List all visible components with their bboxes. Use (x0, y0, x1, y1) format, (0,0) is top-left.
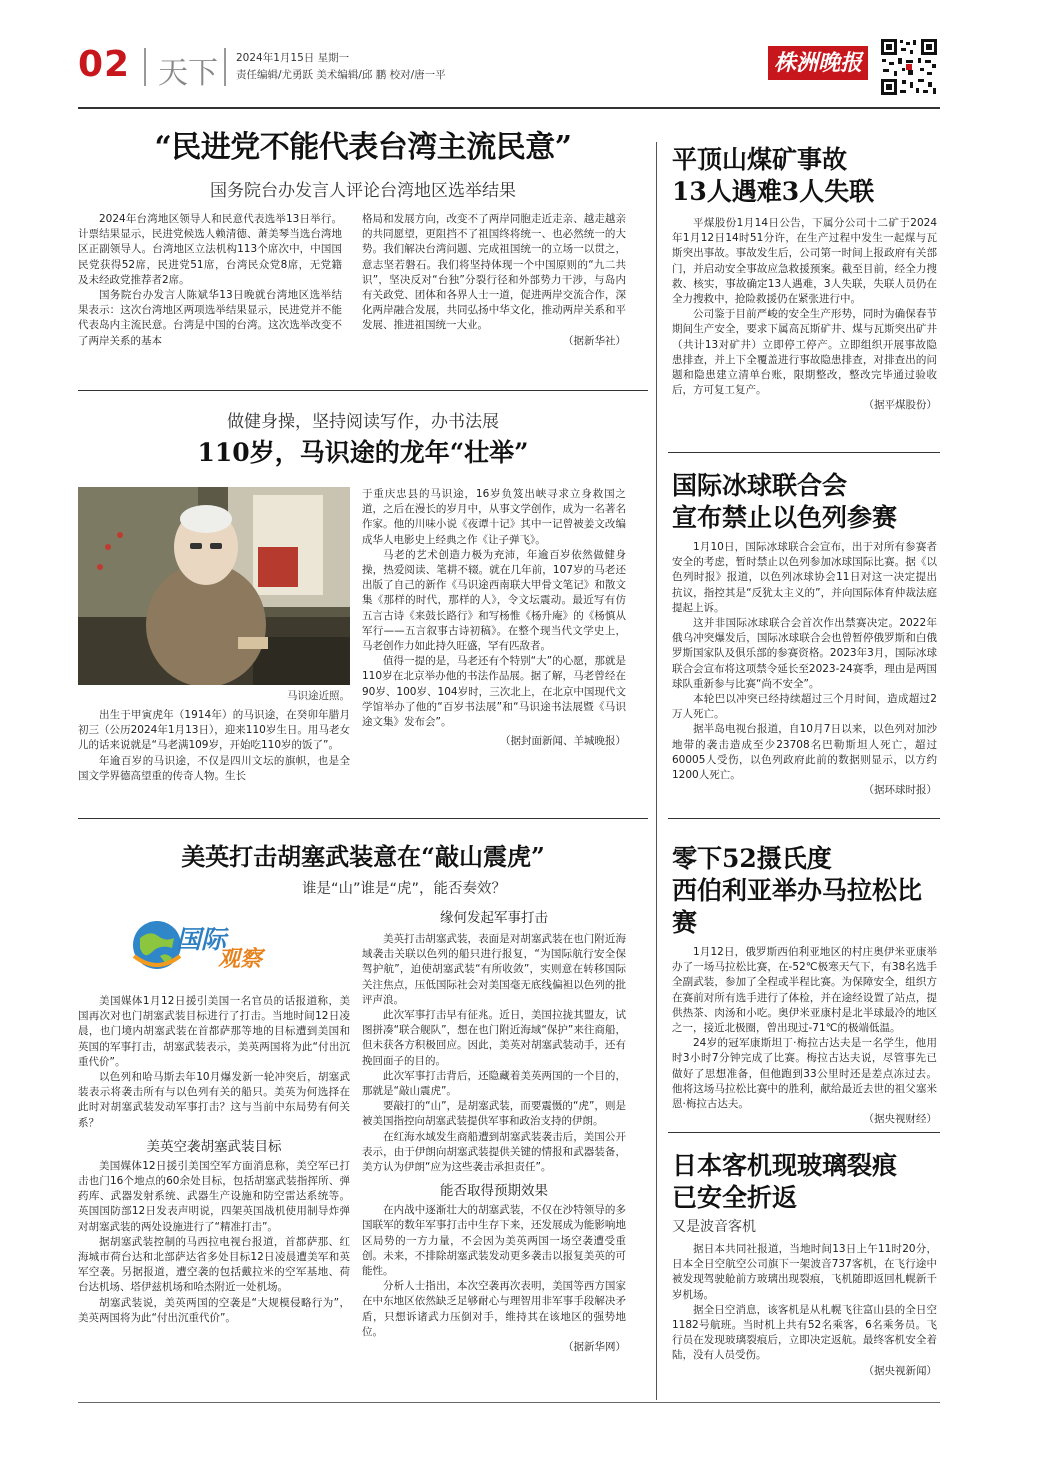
source-credit: （据环球时报） (863, 784, 937, 797)
source-credit: （据央视财经） (863, 1113, 937, 1126)
paragraph: 据日本共同社报道，当地时间13日上午11时20分，日本全日空航空公司旗下一架波音737客机，在飞行途中被发现驾驶舱前方玻璃出现裂痕，飞机随即返回札幌新千岁机场。 (672, 1243, 937, 1301)
paragraph: 格局和发展方向，改变不了两岸同胞走近走亲、越走越亲的共同愿望，更阻挡不了祖国终将统一、也必然统一的大势。我们解决台湾问题、完成祖国统一的立场一以贯之，意志坚若磐石。我们将坚持体现一个中国原则的“九二共识”，坚决反对“台独”分裂行径和外部势力干涉，与岛内有关政党、团体和各界人士一道，促进两岸交流合作，深化两岸融合发展，共同弘扬中华文化，推动两岸关系和平发展、推进祖国统一大业。 (362, 213, 626, 332)
paragraph: 美国媒体1月12日援引美国一名官员的话报道称，美国再次对也门胡塞武装目标进行了打击。当地时间12日凌晨，也门境内胡塞武装在首都萨那等地的目标遭到美国和英国的军事打击，胡塞武装表示，美英两国将为此“付出沉重代价”。 (78, 995, 350, 1068)
side-body (672, 1242, 937, 1379)
paragraph: 2024年台湾地区领导人和民意代表选举13日举行。计票结果显示，民进党候选人赖清德、萧美琴当选台湾地区正副领导人。台湾地区立法机构113个席次中，中国国民党获得52席，民进党51席，台湾民众党8席，无党籍及未经政党推荐者2席。 (78, 213, 342, 286)
paragraph: 值得一提的是，马老还有个特别“大”的心愿，那就是110岁在北京举办他的书法作品展。据了解，马老曾经在90岁、100岁、104岁时，三次北上，在北京中国现代文学馆举办了他的“百岁书法展”和“马识途书法展暨《马识途文集》发布会”。 (362, 655, 626, 729)
paragraph: 分析人士指出，本次空袭再次表明，美国等西方国家在中东地区依然缺乏足够耐心与理智用非军事手段解决矛盾，只想诉诸武力压倒对手，维持其在该地区的强势地位。 (362, 1280, 626, 1338)
header-divider-2 (224, 48, 226, 86)
side-body (672, 540, 937, 798)
column-divider (656, 142, 657, 1400)
side-title-line2: 已安全折返 (672, 1183, 798, 1212)
source-credit: （据央视新闻） (863, 1364, 937, 1377)
side-article-1 (672, 144, 937, 413)
paragraph: 美国媒体12日援引美国空军方面消息称，美空军已打击也门16个地点的60余处目标，包括胡塞武装指挥所、弹药库、武器发射系统、武器生产设施和防空雷达系统等。英国国防部12日发表声明说，四架英国战机使用制导炸弹对胡塞武装的两处设施进行了“精准打击”。 (78, 1159, 350, 1233)
paragraph: 出生于甲寅虎年（1914年）的马识途，在癸卯年腊月初三（公历2024年1月13日），迎来110岁生日。用马老女儿的话来说就是“马老满109岁，开始吃110岁的饭了”。 (78, 709, 350, 752)
section-heading: 能否取得预期效果 (440, 1183, 548, 1200)
paragraph: 以色列和哈马斯去年10月爆发新一轮冲突后，胡塞武装表示将袭击所有与以色列有关的船只。美英为何选择在此时对胡塞武装发动军事打击？这与当前中东局势有何关系？ (78, 1071, 350, 1129)
article-divider (78, 390, 648, 391)
section-heading: 缘何发起军事打击 (440, 910, 548, 926)
paragraph: 此次军事打击背后，还隐藏着美英两国的一个目的，那就是“敲山震虎”。 (362, 1069, 626, 1098)
article-title: 110岁，马识途的龙年“壮举” (197, 438, 529, 467)
side-body (672, 216, 937, 413)
article-kicker: 做健身操，坚持阅读写作，办书法展 (227, 412, 499, 432)
paragraph: 公司鉴于目前严峻的安全生产形势，同时为确保春节期间生产安全，要求下属高瓦斯矿井、煤与瓦斯突出矿井（共计13对矿井）立即停工停产。立即组织开展事故隐患排查，并上下全覆盖进行事故隐患排查，对排查出的问题和隐患建立清单台账，限期整改，整改完毕通过验收后，方可复工复产。 (672, 308, 937, 397)
article-body-col1 (78, 212, 342, 349)
paragraph: 此次军事打击早有征兆。近日，美国拉拢其盟友，试图拼凑“联合舰队”，想在也门附近海域“保护”来往商船，但未获各方积极回应。因此，美英对胡塞武装动手，还有挽回面子的目的。 (362, 1009, 626, 1067)
paragraph: 1月12日，俄罗斯西伯利亚地区的村庄奥伊米亚康举办了一场马拉松比赛，在-52℃极寒天气下，有38名选手全副武装，参加了全程或半程比赛。为保障安全，组织方在赛前对所有选手进行了体检，并在途经设置了站点，提供热茶、肉汤和小吃。奥伊米亚康村是北半球最冷的地区之一，接近北极圈，曾出现过-71℃的极端低温。 (672, 946, 937, 1035)
source-credit: （据新华社） (563, 334, 626, 347)
paragraph: 年逾百岁的马识途，不仅是四川文坛的旗帜，也是全国文学界德高望重的传奇人物。生长 (78, 754, 350, 782)
paragraph: 于重庆忠县的马识途，16岁负笈出峡寻求立身救国之道，之后在漫长的岁月中，从事文学创作，成为一名著名作家。他的川味小说《夜谭十记》其中一记曾被姜文改编成华人电影史上经典之作《让子弹飞》。 (362, 488, 626, 546)
paragraph: 24岁的冠军康斯坦丁·梅拉古达夫是一名学生，他用时3小时7分钟完成了比赛。梅拉古达夫说，尽管事先已做好了思想准备，但他跑到33公里时还是差点冻过去。他将这场马拉松比赛中的胜利，献给最近去世的祖父塞米恩·梅拉古达夫。 (672, 1037, 937, 1111)
side-article-3 (672, 843, 937, 1127)
date-line: 2024年1月15日 星期一 (236, 52, 350, 64)
source-credit: （据新华网） (563, 1341, 626, 1354)
side-subtitle: 又是波音客机 (672, 1219, 756, 1235)
side-article-4 (672, 1150, 937, 1379)
side-title-line2: 宣布禁止以色列参赛 (672, 503, 898, 532)
article-title: 美英打击胡塞武装意在“敲山震虎” (181, 842, 545, 871)
paragraph: 平煤股份1月14日公告，下属分公司十二矿于2024年1月12日14时51分许，在生产过程中发生一起煤与瓦斯突出事故。事故发生后，公司第一时间上报政府有关部门，并启动安全事故应急救援预案。截至目前，经全力搜救、核实，事故确定13人遇难，3人失联，失联人员仍在全力搜救中，抢险救援仍在紧张进行中。 (672, 217, 937, 306)
photo-caption: 马识途近照。 (287, 690, 350, 702)
article-body-col2 (362, 212, 626, 349)
article-divider (78, 818, 648, 819)
paragraph: 国务院台办发言人陈斌华13日晚就台湾地区选举结果表示：这次台湾地区两项选举结果显示，民进党并不能代表岛内主流民意。台湾是中国的台湾。这次选举改变不了两岸关系的基本 (78, 289, 342, 347)
paragraph: 据半岛电视台报道，自10月7日以来，以色列对加沙地带的袭击造成至少23708名巴勒斯坦人死亡，超过60005人受伤，以色列政府此前的数据则显示，以方约1200人死亡。 (672, 723, 937, 782)
paragraph: 马老的艺术创造力极为充沛，年逾百岁依然做健身操，热爱阅读、笔耕不辍。就在几年前，107岁的马老还出版了自己的新作《马识途西南联大甲骨文笔记》和散文集《那样的时代，那样的人》，令文坛震动。最近写有仿五言古诗《来鼓长路行》和写杨惟《杨升庵》的《杨慎从军行——五言叙事古诗初稿》。在整个现当代文学史上，马老创作力如此持久旺盛，罕有匹敌者。 (362, 548, 626, 653)
article-body-col1 (78, 708, 350, 784)
article-body-col2 (362, 487, 626, 749)
side-body (672, 945, 937, 1127)
source-credit: （据封面新闻、羊城晚报） (500, 735, 626, 748)
paragraph: 本轮巴以冲突已经持续超过三个月时间，造成超过2万人死亡。 (672, 693, 937, 721)
paragraph: 胡塞武装说，美英两国的空袭是“大规模侵略行为”，美英两国将为此“付出沉重代价”。 (78, 1296, 350, 1324)
side-title-line1: 平顶山煤矿事故 (672, 145, 848, 174)
source-credit: （据平煤股份） (863, 399, 937, 412)
article-divider (668, 1132, 940, 1133)
article-body-col2 (362, 932, 626, 1355)
page-header (78, 42, 940, 98)
paragraph: 据全日空消息，该客机是从札幌飞往富山县的全日空1182号航班。当时机上共有52名乘客，6名乘务员。飞行员在发现玻璃裂痕后，立即决定返航。最终客机安全着陆，没有人员受伤。 (672, 1303, 937, 1362)
column-badge (130, 918, 310, 976)
editors-line: 责任编辑/尤勇跃 美术编辑/邱 鹏 校对/唐一平 (236, 69, 446, 81)
side-article-2 (672, 470, 937, 798)
side-title-line2: 西伯利亚举办马拉松比赛 (672, 876, 923, 937)
badge-sub-text: 观察 (218, 947, 263, 972)
badge-main-text: 国际 (176, 925, 227, 954)
paragraph: 在内战中逐渐壮大的胡塞武装，不仅在沙特领导的多国联军的数年军事打击中生存下来，还发展成为能影响地区局势的一方力量，不会因为美英两国一场空袭遭受重创。未来，不排除胡塞武装发动更多袭击以报复美英的可能性。 (362, 1204, 626, 1278)
paragraph: 要敲打的“山”，是胡塞武装，而要震慑的“虎”，则是被美国指控向胡塞武装提供军事和政治支持的伊朗。 (362, 1100, 626, 1128)
elderly-man-image (78, 487, 350, 685)
qr-code-icon (880, 38, 938, 96)
article-divider (668, 452, 940, 453)
article-subtitle: 谁是“山”谁是“虎”，能否奏效？ (301, 881, 507, 897)
side-title-line1: 零下52摄氏度 (672, 844, 832, 873)
article-body-col1 (78, 994, 350, 1326)
side-title-line1: 国际冰球联合会 (672, 471, 848, 500)
article-title: “民进党不能代表台湾主流民意” (154, 130, 572, 165)
section-name: 天下 (158, 56, 218, 91)
side-title-line2: 13人遇难3人失联 (672, 177, 875, 206)
paragraph: 这并非国际冰球联合会首次作出禁赛决定。2022年俄乌冲突爆发后，国际冰球联合会也曾暂停俄罗斯和白俄罗斯国家队及俱乐部的参赛资格。2023年3月，国际冰球联合会宣布将这项禁令延长至2023-24赛季，理由是两国球队重新参与比赛“尚不安全”。 (672, 617, 937, 690)
portrait-photo (78, 487, 350, 685)
header-divider (144, 48, 146, 86)
article-divider (668, 818, 940, 819)
paragraph: 美英打击胡塞武装，表面是对胡塞武装在也门附近海域袭击关联以色列的船只进行报复，“为国际航行安全保驾护航”，迫使胡塞武装“有所收敛”，实则意在转移国际关注焦点，压低国际社会对美国毫无底线偏袒以色列的批评声浪。 (362, 933, 626, 1006)
footer-rule (78, 1402, 940, 1403)
page-number: 02 (78, 44, 131, 85)
header-rule (78, 107, 940, 109)
newspaper-logo: 株洲晚报 (768, 46, 868, 80)
article-subtitle: 国务院台办发言人评论台湾地区选举结果 (210, 181, 516, 201)
paragraph: 在红海水域发生商船遭到胡塞武装袭击后，美国公开表示，由于伊朗向胡塞武装提供关键的情报和武器装备，美方认为伊朗“应为这些袭击承担责任”。 (362, 1130, 626, 1174)
side-title-line1: 日本客机现玻璃裂痕 (672, 1151, 898, 1180)
section-heading: 美英空袭胡塞武装目标 (146, 1138, 282, 1155)
paragraph: 1月10日，国际冰球联合会宣布，出于对所有参赛者安全的考虑，暂时禁止以色列参加冰球国际比赛。据《以色列时报》报道，以色列冰球协会11日对这一决定提出抗议，指控其是“反犹太主义的”，并向国际体育仲裁法庭提起上诉。 (672, 541, 937, 614)
paragraph: 据胡塞武装控制的马西拉电视台报道，首都萨那、红海城市荷台达和北部萨达省多处目标12日凌晨遭美军和英军空袭。另据报道，遭空袭的包括戴拉米的空军基地、荷台达机场、塔伊兹机场和哈杰附近一处机场。 (78, 1235, 350, 1294)
